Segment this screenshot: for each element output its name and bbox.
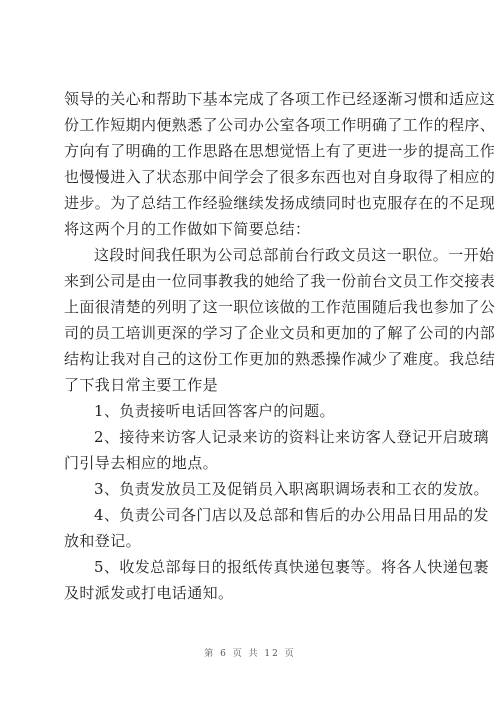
list-item-line: 及时派发或打电话通知。 bbox=[64, 584, 234, 602]
paragraph-line: 司的员工培训更深的学习了企业文员和更加的了解了公司的内部 bbox=[64, 324, 496, 342]
paragraph-line: 这段时间我任职为公司总部前台行政文员这一职位。一开始 bbox=[94, 246, 495, 264]
paragraph-line: 份工作短期内便熟悉了公司办公室各项工作明确了工作的程序、 bbox=[64, 116, 496, 134]
page-number-footer: 第 6 页 共 12 页 bbox=[204, 649, 296, 659]
list-item-line: 门引导去相应的地点。 bbox=[64, 454, 219, 472]
paragraph-line: 方向有了明确的工作思路在思想觉悟上有了更进一步的提高工作 bbox=[64, 142, 496, 160]
paragraph-line: 来到公司是由一位同事教我的她给了我一份前台文员工作交接表 bbox=[64, 272, 496, 290]
paragraph-line: 结构让我对自己的这份工作更加的熟悉操作减少了难度。我总结 bbox=[64, 350, 496, 368]
list-item-line: 5、收发总部每日的报纸传真快递包裹等。将各人快递包裹 bbox=[94, 558, 489, 576]
paragraph-line: 进步。为了总结工作经验继续发扬成绩同时也克服存在的不足现 bbox=[64, 194, 496, 212]
list-item-line: 3、负责发放员工及促销员入职离职调场表和工衣的发放。 bbox=[94, 480, 489, 498]
list-item-line: 2、接待来访客人记录来访的资料让来访客人登记开启玻璃 bbox=[94, 428, 489, 446]
paragraph-line: 将这两个月的工作做如下简要总结： bbox=[64, 220, 311, 238]
document-body bbox=[64, 86, 496, 606]
paragraph-line: 也慢慢进入了状态那中间学会了很多东西也对自身取得了相应的 bbox=[64, 168, 496, 186]
list-item-line: 4、负责公司各门店以及总部和售后的办公用品日用品的发 bbox=[94, 506, 489, 524]
paragraph-line: 领导的关心和帮助下基本完成了各项工作已经逐渐习惯和适应这 bbox=[64, 90, 496, 108]
list-item-line: 放和登记。 bbox=[64, 532, 142, 550]
paragraph-line: 了下我日常主要工作是 bbox=[64, 376, 219, 394]
list-item-line: 1、负责接听电话回答客户的问题。 bbox=[94, 402, 335, 420]
paragraph-line: 上面很清楚的列明了这一职位该做的工作范围随后我也参加了公 bbox=[64, 298, 496, 316]
